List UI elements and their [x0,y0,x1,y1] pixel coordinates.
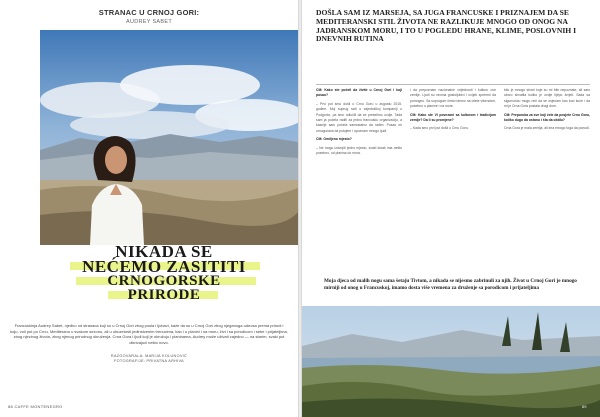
credits-photos: FOTOGRAFIJE: PRIVATNA ARHIVA [114,359,184,363]
title-line-2: NEĆEMO ZASITITI [82,257,246,276]
portrait-photo-illustration [40,30,298,245]
article-title [30,244,298,302]
right-page [302,0,600,417]
column-question: CM: Omiljeno mjesto? [316,137,352,142]
column-question: CM: Kako ste Vi povezani sa kulturom i tradicijom zemlje? Da li su promjene? [410,112,496,123]
divider [316,84,590,85]
column-answer: – Ne mogu izdvojiti jedno mjesto, svaki kutak ima nešto posebno, od planina do mora. [316,145,402,156]
title-line-1: NIKADA SE [115,242,213,261]
text-column-2 [410,88,496,273]
credits-interviewer: RAZGOVARALA: MARIJA KOLUNOVIĆ [110,354,188,358]
left-page [0,0,298,417]
section-label: STRANAC U CRNOJ GORI: [98,8,200,17]
column-answer: Crna Gora je mala zemlja, ali ima mnogo toga da ponudi. [504,126,590,131]
column-question: CM: Preporuka za sve koji žele da posjete Crnu Goru, koliko dugo da ostanu i šta da obiđu? [504,112,590,123]
author-name: AUDREY SABET [126,19,172,25]
text-column-1 [316,88,402,253]
page-footer: 88 CAFFE MONTENEGRO [8,404,63,409]
page-number: 89 [582,404,587,409]
article-heading: DOŠLA SAM IZ MARSEJA, SA JUGA FRANCUSKE I PRIZNAJEM DA SE MEDITERANSKI STIL ŽIVOTA NE RAZLIKUJE MNOGO OD ONOG NA JADRANSKOM MORU, I TO U POGLEDU HRANE, KLIME, POSLOVNIH I DNEVNIH RUTINA [316,8,577,44]
lede-paragraph: Francuskinja Audrey Sabet, njeđno od stranaca koji su u Crnoj Gori zbog posla i ljubavi, kaže da su u Crnoj Gori zbog njeganoga odnosa prema prirodi i koju, voli put po Crnu, Mediteranu u svakom sezonu, ali u obuzetosti jedinstvenim trenucima, kao i u planini i na moru, živi i sa porodicom i sebe i prijateljima, zbog njezinog života, zbog njenog prirodnog okruženja. Crna Gora i ljudi koji je okružuju i planinama, Audrey može uživati zajedno — na starim, svaki put otkrivajući nešto novo. [10,323,288,345]
title-line-4: PRIRODE [127,287,201,303]
landscape-photo-illustration [302,306,600,417]
landscape-photo [302,306,600,417]
pull-quote: Moja djeca od malih nogu sama šetaju Tivtom, a nikada se nijesmo zabrinuli za njih. Život u Crnoj Gori je mnogo mirniji od onog u Francuskoj, imamo dosta više vremena za druženje sa porodicom i prijateljima [324,278,577,292]
column-answer: – Kada smo prvi put došli u Crnu Goru, [410,126,469,131]
title-line-3: CRNOGORSKE [107,273,221,289]
column-question: CM: Kako ste počeli da živite u Crnoj Gori i koji posao? [316,88,402,98]
credits [0,354,298,364]
text-column-3 [504,88,590,268]
column-answer: bilo je mnogo stvari koje su mi bile nepoznate, ali sam ubrzo shvatila koliko je ovdje lijepo živjeti. Sada sa sigurnošću mogu reći da se osjećam kao kod kuće i da mi je Crna Gora postala drugi dom. [504,88,590,109]
column-answer: – Prvi put smo došli u Crnu Goru u avgustu 2015. godine. Moj suprug radi u zajedničkoj kompaniji u Podgorici, pa smo odlučili da se preselimo ovdje. Tada sam ja počela raditi za jednu francusku organizaciju, a kasnije sam počela samostalno da radim. Posao mi omogućava da putujem i upoznam mnogo ljudi. [316,101,402,133]
portrait-photo [40,30,298,245]
column-answer: i da prepoznam nacionalne vrijednosti i kulturu ove zemlje. Ljudi su veoma gostoljubivi i uvijek spremni da pomognu. Sa suprugom često idemo na izlete vikendom, posebno u planine i na more. [410,88,496,109]
